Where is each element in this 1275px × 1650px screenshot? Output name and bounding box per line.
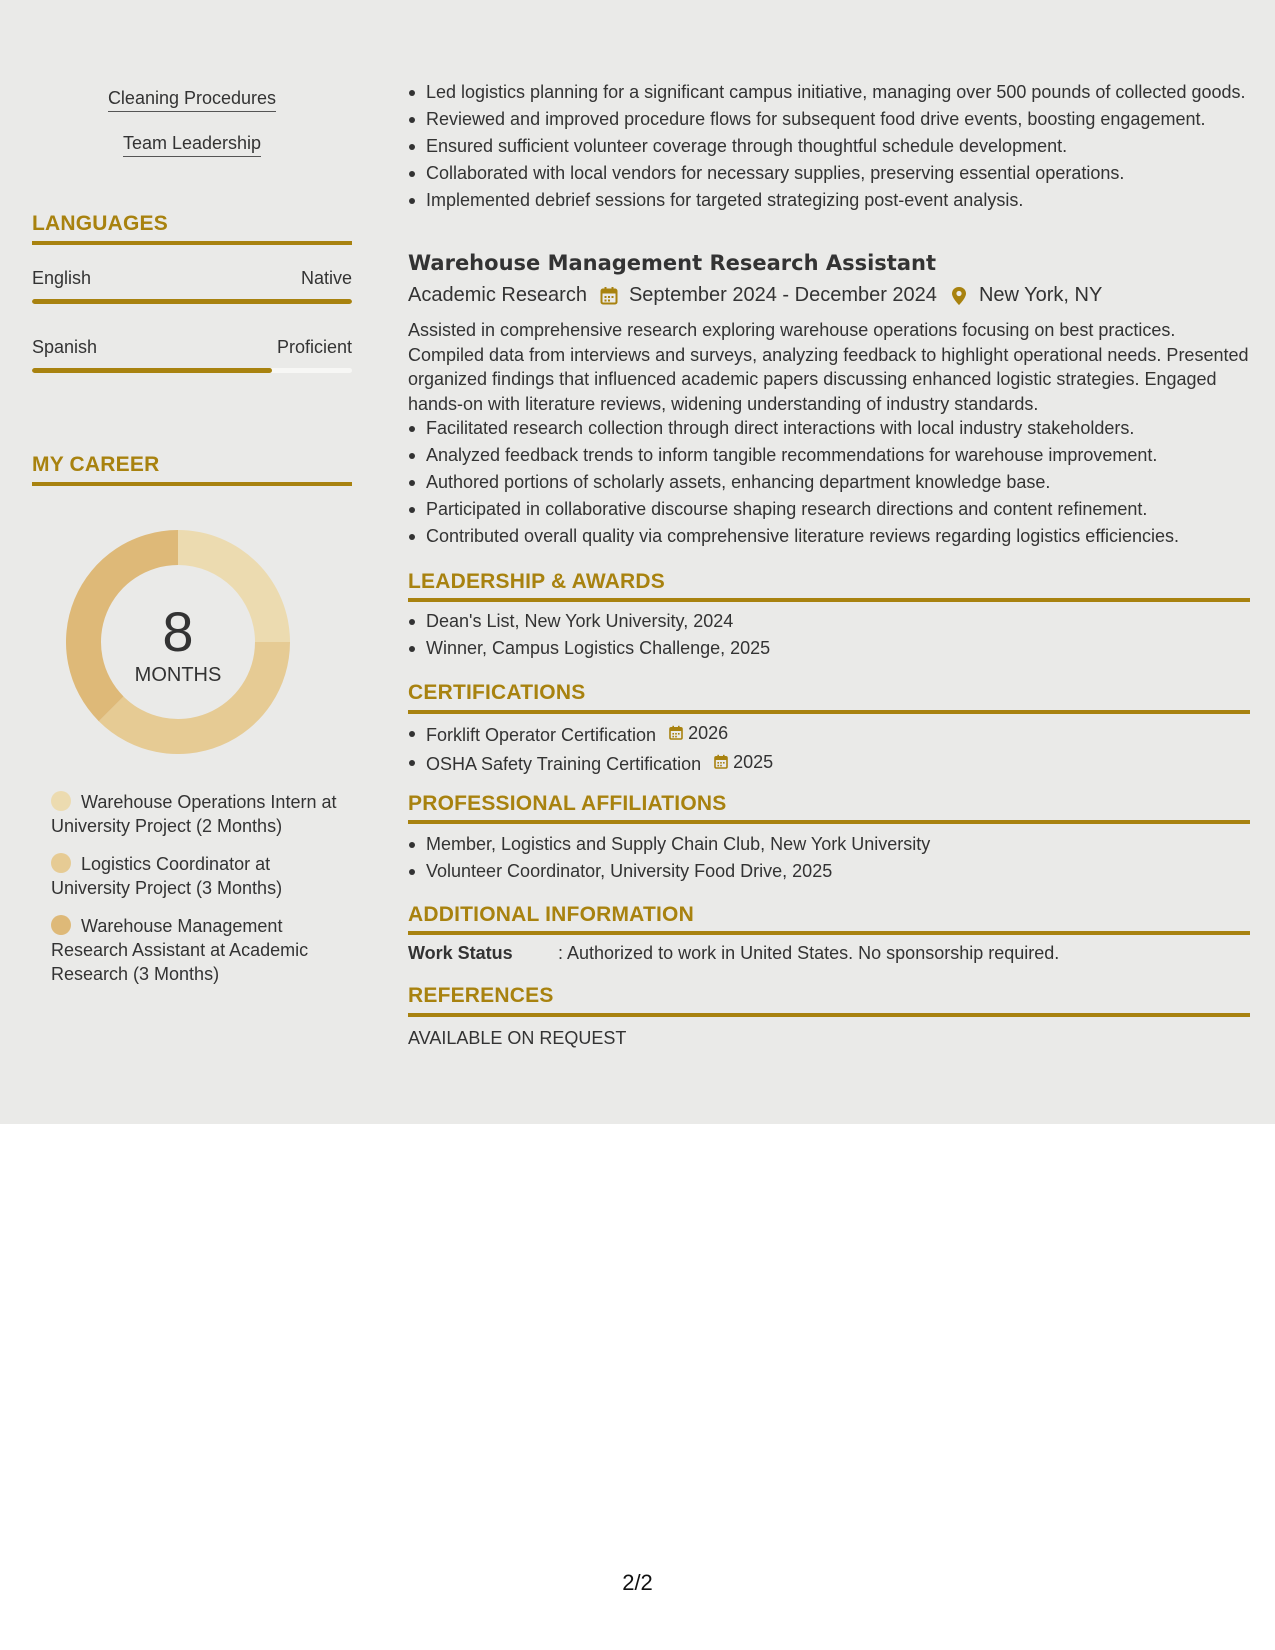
language-bar-english bbox=[32, 299, 352, 304]
list-item: OSHA Safety Training Certification 2025 bbox=[408, 750, 1250, 776]
list-item: Contributed overall quality via comprehensive literature reviews regarding logistics efficiencies. bbox=[408, 524, 1250, 548]
list-item: Ensured sufficient volunteer coverage through thoughtful schedule development. bbox=[408, 134, 1250, 158]
affiliations-rule bbox=[408, 820, 1250, 824]
job-title: Warehouse Management Research Assistant bbox=[408, 251, 936, 275]
job-meta bbox=[408, 284, 1102, 307]
skill-cleaning-procedures[interactable]: Cleaning Procedures bbox=[32, 88, 352, 109]
list-item: Analyzed feedback trends to inform tangible recommendations for warehouse improvement. bbox=[408, 443, 1250, 467]
career-rule bbox=[32, 482, 352, 486]
work-status-row bbox=[408, 943, 1059, 964]
references-text: AVAILABLE ON REQUEST bbox=[408, 1028, 627, 1048]
prev-job-bullets bbox=[408, 80, 1250, 212]
legend-item: Warehouse Management Research Assistant at Academic Research (3 Months) bbox=[51, 916, 309, 984]
job-description: Assisted in comprehensive research exploring warehouse operations focusing on best practices. Compiled data from interviews and surveys, analyzing feedback to highlight operational needs. Presented organized findings that influenced academic papers discussing enhanced logistic strategies. Engaged hands-on with literature reviews, widening understanding of industry standards. bbox=[408, 320, 1249, 414]
legend-item: Logistics Coordinator at University Project (3 Months) bbox=[51, 854, 283, 898]
job-location: New York, NY bbox=[978, 284, 1103, 306]
certifications-rule bbox=[408, 710, 1250, 714]
career-legend bbox=[51, 790, 351, 1000]
legend-dot bbox=[51, 915, 71, 935]
additional-title: ADDITIONAL INFORMATION bbox=[408, 903, 694, 926]
list-item: Forklift Operator Certification 2026 bbox=[408, 721, 1250, 747]
list-item: Reviewed and improved procedure flows for subsequent food drive events, boosting engagement. bbox=[408, 107, 1250, 131]
work-status-value: : Authorized to work in United States. No sponsorship required. bbox=[558, 943, 1060, 963]
career-donut bbox=[66, 530, 290, 754]
career-total: 8 bbox=[162, 600, 194, 663]
language-row-spanish bbox=[32, 337, 352, 358]
list-item: Dean's List, New York University, 2024 bbox=[408, 609, 1250, 633]
legend-dot bbox=[51, 791, 71, 811]
list-item: Facilitated research collection through direct interactions with local industry stakeholders. bbox=[408, 416, 1250, 440]
list-item: Participated in collaborative discourse shaping research directions and content refinement. bbox=[408, 497, 1250, 521]
job-dates: September 2024 - December 2024 bbox=[628, 284, 937, 306]
languages-rule bbox=[32, 241, 352, 245]
language-bar-spanish bbox=[32, 368, 352, 373]
affiliations-title: PROFESSIONAL AFFILIATIONS bbox=[408, 792, 727, 815]
list-item: Winner, Campus Logistics Challenge, 2025 bbox=[408, 636, 1250, 660]
leadership-rule bbox=[408, 598, 1250, 602]
list-item: Implemented debrief sessions for targeted strategizing post-event analysis. bbox=[408, 188, 1250, 212]
additional-rule bbox=[408, 931, 1250, 935]
language-name: Spanish bbox=[32, 337, 98, 357]
location-pin-icon bbox=[949, 286, 969, 306]
language-name: English bbox=[32, 268, 92, 288]
language-bar-fill bbox=[32, 368, 272, 373]
job-bullets bbox=[408, 416, 1250, 548]
cert-year: 2025 bbox=[733, 752, 774, 772]
languages-title: LANGUAGES bbox=[32, 212, 168, 235]
list-item: Collaborated with local vendors for necessary supplies, preserving essential operations. bbox=[408, 161, 1250, 185]
leadership-list bbox=[408, 609, 1250, 660]
list-item: Led logistics planning for a significant campus initiative, managing over 500 pounds of collected goods. bbox=[408, 80, 1250, 104]
job-company: Academic Research bbox=[408, 284, 587, 306]
language-level: Native bbox=[300, 268, 352, 288]
legend-item: Warehouse Operations Intern at University Project (2 Months) bbox=[51, 792, 337, 836]
language-bar-fill bbox=[32, 299, 352, 304]
calendar-icon bbox=[668, 725, 684, 741]
language-level: Proficient bbox=[276, 337, 352, 357]
list-item: Member, Logistics and Supply Chain Club, New York University bbox=[408, 832, 1250, 856]
list-item: Authored portions of scholarly assets, enhancing department knowledge base. bbox=[408, 470, 1250, 494]
list-item: Volunteer Coordinator, University Food Drive, 2025 bbox=[408, 859, 1250, 883]
certifications-title: CERTIFICATIONS bbox=[408, 681, 586, 704]
cert-year: 2026 bbox=[688, 723, 729, 743]
calendar-icon bbox=[599, 286, 619, 306]
work-status-label: Work Status bbox=[408, 943, 513, 963]
language-row-english bbox=[32, 268, 352, 289]
leadership-title: LEADERSHIP & AWARDS bbox=[408, 570, 665, 593]
certifications-list bbox=[408, 721, 1250, 776]
affiliations-list bbox=[408, 832, 1250, 883]
calendar-icon bbox=[713, 754, 729, 770]
career-unit: MONTHS bbox=[134, 664, 222, 686]
references-title: REFERENCES bbox=[408, 984, 554, 1007]
legend-dot bbox=[51, 853, 71, 873]
career-title: MY CAREER bbox=[32, 453, 160, 476]
references-rule bbox=[408, 1013, 1250, 1017]
page-number: 2/2 bbox=[622, 1570, 653, 1595]
skill-team-leadership[interactable]: Team Leadership bbox=[32, 133, 352, 154]
